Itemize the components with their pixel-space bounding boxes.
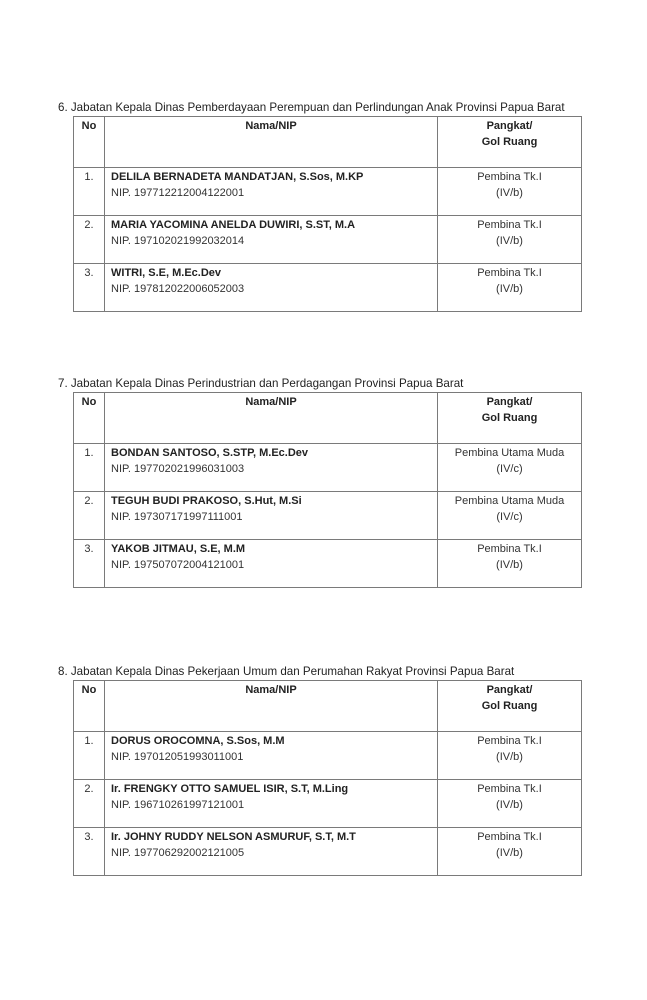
rank: Pembina Tk.I	[477, 783, 542, 795]
row-number: 3.	[74, 264, 105, 312]
person-nip: NIP. 196710261997121001	[111, 799, 245, 811]
header-name: Nama/NIP	[105, 117, 438, 168]
header-rank-line1: Pangkat/	[486, 396, 533, 408]
person-name: Ir. FRENGKY OTTO SAMUEL ISIR, S.T, M.Ling	[111, 783, 349, 795]
header-name: Nama/NIP	[105, 393, 438, 444]
person-name: DORUS OROCOMNA, S.Sos, M.M	[111, 735, 285, 747]
rank-cell	[438, 492, 582, 540]
person-nip: NIP. 197712212004122001	[111, 187, 245, 199]
row-number: 2.	[74, 780, 105, 828]
rank-cell	[438, 732, 582, 780]
rank-cell	[438, 444, 582, 492]
person-name: TEGUH BUDI PRAKOSO, S.Hut, M.Si	[111, 495, 302, 507]
section-title: 8. Jabatan Kepala Dinas Pekerjaan Umum dan Perumahan Rakyat Provinsi Papua Barat	[58, 665, 515, 678]
table-row	[74, 780, 582, 828]
grade: (IV/b)	[496, 799, 523, 811]
row-number: 2.	[74, 492, 105, 540]
table-header-row	[74, 681, 582, 732]
table-row	[74, 828, 582, 876]
header-no: No	[74, 681, 105, 732]
header-rank-line2: Gol Ruang	[481, 412, 538, 424]
table-row	[74, 540, 582, 588]
name-cell	[105, 732, 438, 780]
header-no: No	[74, 393, 105, 444]
rank: Pembina Tk.I	[477, 831, 542, 843]
rank: Pembina Tk.I	[477, 219, 542, 231]
person-nip: NIP. 197507072004121001	[111, 559, 245, 571]
header-no: No	[74, 117, 105, 168]
name-cell	[105, 168, 438, 216]
rank: Pembina Utama Muda	[454, 447, 565, 459]
candidate-table	[73, 680, 582, 876]
rank: Pembina Tk.I	[477, 543, 542, 555]
row-number: 3.	[74, 828, 105, 876]
header-rank	[438, 393, 582, 444]
row-number: 2.	[74, 216, 105, 264]
candidate-table	[73, 392, 582, 588]
header-name: Nama/NIP	[105, 681, 438, 732]
rank: Pembina Tk.I	[477, 171, 542, 183]
rank-cell	[438, 828, 582, 876]
person-nip: NIP. 197706292002121005	[111, 847, 245, 859]
header-rank	[438, 117, 582, 168]
header-rank-line2: Gol Ruang	[481, 136, 538, 148]
header-rank-line1: Pangkat/	[486, 684, 533, 696]
section-title: 6. Jabatan Kepala Dinas Pemberdayaan Perempuan dan Perlindungan Anak Provinsi Papua Barat	[58, 101, 565, 114]
grade: (IV/b)	[496, 751, 523, 763]
rank-cell	[438, 780, 582, 828]
grade: (IV/b)	[496, 187, 523, 199]
person-nip: NIP. 197102021992032014	[111, 235, 245, 247]
name-cell	[105, 780, 438, 828]
table-row	[74, 264, 582, 312]
name-cell	[105, 444, 438, 492]
person-nip: NIP. 197702021996031003	[111, 463, 245, 475]
person-name: YAKOB JITMAU, S.E, M.M	[111, 543, 246, 555]
rank: Pembina Utama Muda	[454, 495, 565, 507]
grade: (IV/b)	[496, 847, 523, 859]
person-nip: NIP. 197012051993011001	[111, 751, 244, 763]
name-cell	[105, 828, 438, 876]
person-name: BONDAN SANTOSO, S.STP, M.Ec.Dev	[111, 447, 309, 459]
grade: (IV/b)	[496, 235, 523, 247]
table-header-row	[74, 117, 582, 168]
rank-cell	[438, 216, 582, 264]
rank: Pembina Tk.I	[477, 267, 542, 279]
row-number: 1.	[74, 168, 105, 216]
person-nip: NIP. 197307171997111001	[111, 511, 243, 523]
table-row	[74, 216, 582, 264]
person-nip: NIP. 197812022006052003	[111, 283, 245, 295]
name-cell	[105, 540, 438, 588]
rank-cell	[438, 264, 582, 312]
table-row	[74, 168, 582, 216]
rank: Pembina Tk.I	[477, 735, 542, 747]
row-number: 3.	[74, 540, 105, 588]
person-name: Ir. JOHNY RUDDY NELSON ASMURUF, S.T, M.T	[111, 831, 356, 843]
grade: (IV/b)	[496, 559, 523, 571]
section-title: 7. Jabatan Kepala Dinas Perindustrian dan Perdagangan Provinsi Papua Barat	[58, 377, 464, 390]
table-row	[74, 444, 582, 492]
rank-cell	[438, 540, 582, 588]
grade: (IV/c)	[496, 463, 523, 475]
candidate-table	[73, 116, 582, 312]
person-name: WITRI, S.E, M.Ec.Dev	[111, 267, 222, 279]
name-cell	[105, 216, 438, 264]
row-number: 1.	[74, 444, 105, 492]
name-cell	[105, 492, 438, 540]
header-rank	[438, 681, 582, 732]
table-row	[74, 732, 582, 780]
header-rank-line2: Gol Ruang	[481, 700, 538, 712]
header-rank-line1: Pangkat/	[486, 120, 533, 132]
name-cell	[105, 264, 438, 312]
person-name: MARIA YACOMINA ANELDA DUWIRI, S.ST, M.A	[111, 219, 356, 231]
grade: (IV/c)	[496, 511, 523, 523]
table-row	[74, 492, 582, 540]
row-number: 1.	[74, 732, 105, 780]
rank-cell	[438, 168, 582, 216]
person-name: DELILA BERNADETA MANDATJAN, S.Sos, M.KP	[111, 171, 364, 183]
grade: (IV/b)	[496, 283, 523, 295]
table-header-row	[74, 393, 582, 444]
